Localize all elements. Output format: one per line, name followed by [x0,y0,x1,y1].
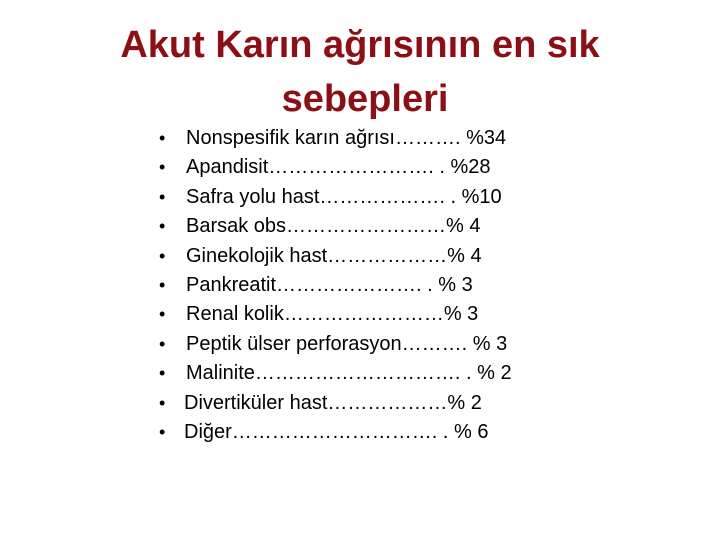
list-item-label: Diğer…………………………. . % 6 [184,420,489,443]
bullet-icon: • [159,157,166,178]
title-line-2: sebepleri [281,78,449,120]
list-item-label: Renal kolik……………………% 3 [186,303,479,326]
bullet-icon: • [159,186,166,207]
list-item-label: Nonspesifik karın ağrısı………. %34 [186,127,507,149]
title-line-1: Akut Karın ağrısının en sık [120,24,600,66]
list-item-label: Malinite…………………………. . % 2 [186,362,512,385]
slide-title [0,18,720,126]
list-item-label: Peptik ülser perforasyon………. % 3 [186,332,508,355]
list-item-label: Ginekolojik hast………………% 4 [186,244,482,267]
list-item-label: Pankreatit…………………. . % 3 [186,273,473,296]
bullet-icon: • [159,245,166,266]
list-item-label: Divertiküler hast………………% 2 [184,391,482,414]
list-item-label: Barsak obs……………………% 4 [186,215,481,238]
bullet-icon: • [159,363,166,384]
bullet-icon: • [159,274,166,295]
list-item-label: Apandisit……………………. . %28 [186,156,491,179]
list-item-label: Safra yolu hast………………. . %10 [186,185,502,208]
bullet-icon: • [159,304,166,325]
bullet-icon: • [159,333,166,354]
bullet-icon: • [159,128,166,148]
bullet-icon: • [159,216,166,237]
bullet-icon: • [159,392,166,413]
bullet-icon: • [159,421,166,442]
